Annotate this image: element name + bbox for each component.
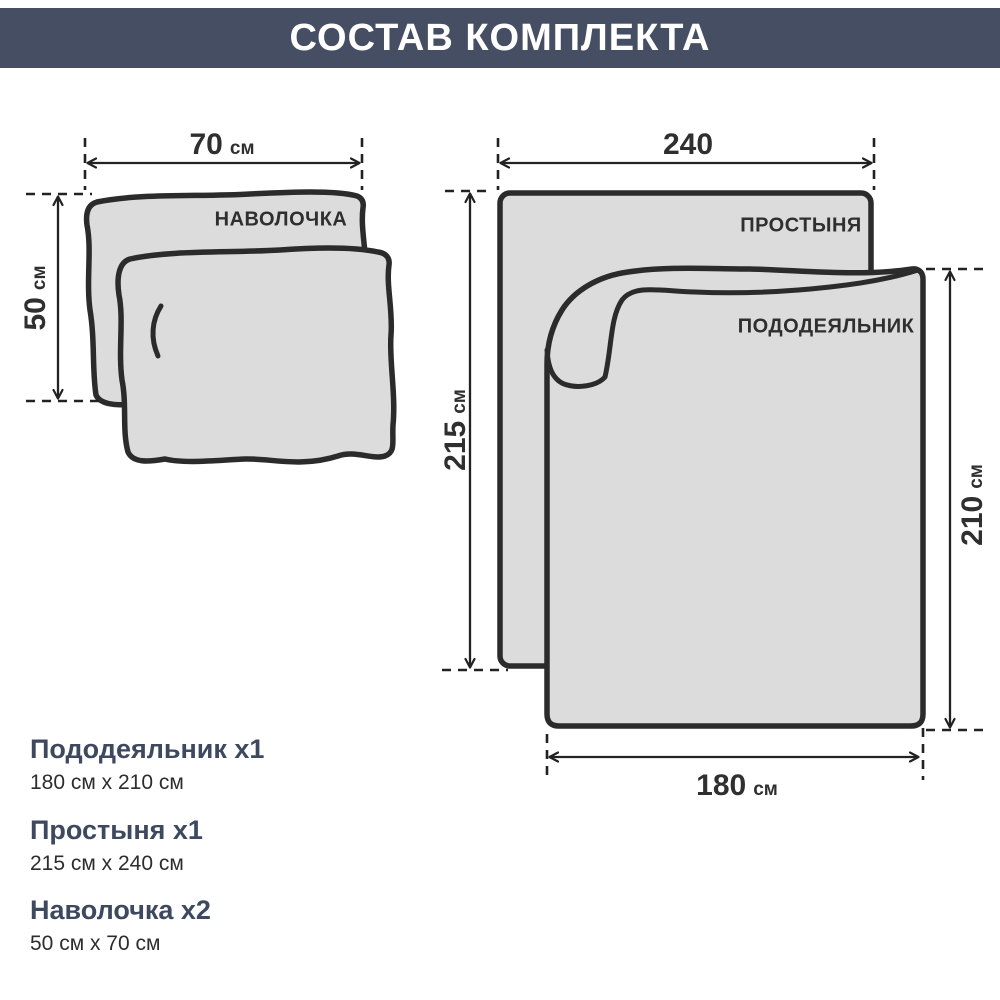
dimension-unit: см [29, 265, 50, 291]
legend-item-title: Простыня x1 [30, 815, 203, 845]
sheet-height-dimension [441, 389, 471, 471]
legend-item-dims: 180 см x 210 см [30, 771, 184, 794]
pillowcase-label: НАВОЛОЧКА [214, 208, 348, 231]
pillow-height-dimension [21, 266, 51, 331]
dimension-value: 210 [956, 495, 989, 546]
legend-item-duvet [30, 733, 264, 796]
dimension-unit: см [753, 779, 778, 800]
sheet-width-dimension [663, 130, 713, 160]
dimension-value: 215 [439, 420, 472, 471]
pillowcase-figure [87, 192, 394, 462]
dimension-value: 70 [189, 128, 223, 161]
legend-item-dims: 50 см x 70 см [30, 932, 161, 955]
duvet-label: ПОДОДЕЯЛЬНИК [737, 315, 915, 338]
dimension-unit: см [229, 138, 255, 159]
duvet-width-dimension [696, 771, 778, 801]
legend-item-title: Наволочка x2 [30, 895, 211, 925]
dimension-value: 50 [19, 297, 52, 331]
legend-item-pillowcase [30, 894, 211, 957]
legend-item-title: Пододеяльник x1 [30, 734, 265, 764]
pillow-width-dimension [190, 130, 255, 160]
sheet-label: ПРОСТЫНЯ [740, 214, 862, 237]
legend-item-sheet [30, 814, 203, 877]
duvet-height-dimension [958, 464, 988, 546]
dimension-value: 180 [696, 769, 747, 802]
dimension-value: 240 [662, 128, 714, 161]
dimension-unit: см [966, 464, 987, 489]
dimension-unit: см [449, 389, 470, 414]
page-title: СОСТАВ КОМПЛЕКТА [289, 16, 711, 59]
legend-item-dims: 215 см x 240 см [30, 852, 184, 875]
